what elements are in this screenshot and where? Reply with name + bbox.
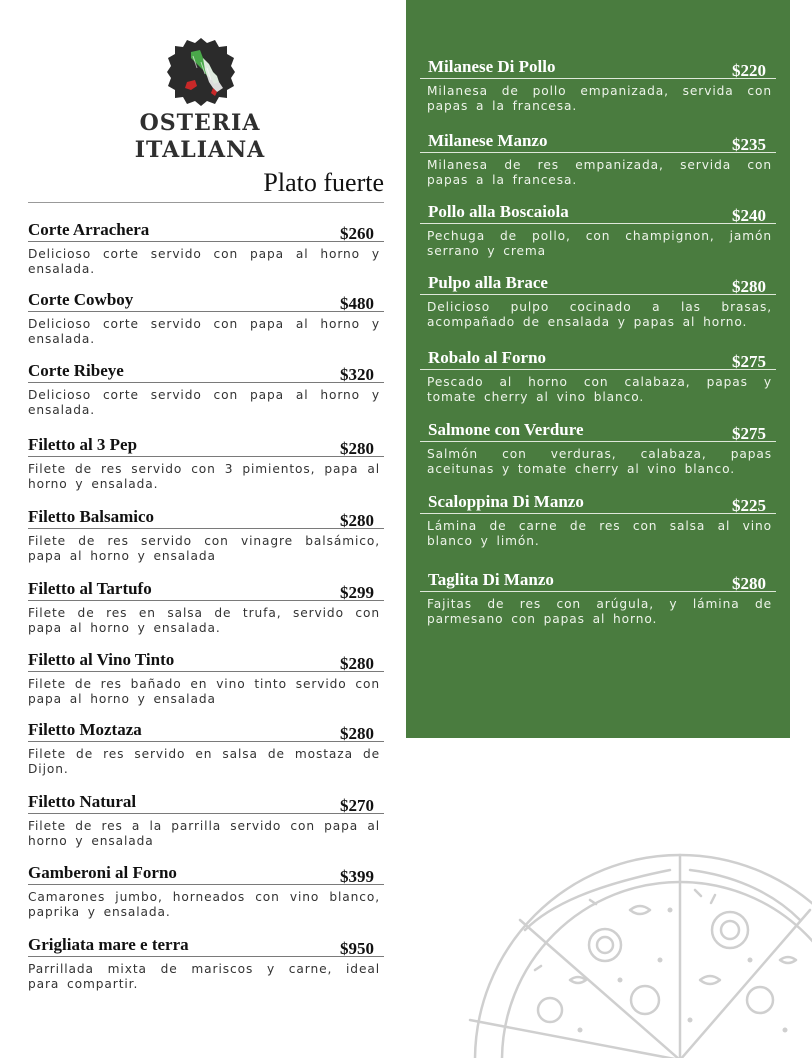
- item-description: Filete de res servido con 3 pimientos, papa al horno y ensalada.: [28, 462, 380, 491]
- item-name: Pollo alla Boscaiola: [428, 202, 569, 221]
- item-price: $220: [732, 61, 766, 80]
- menu-item: [420, 56, 776, 114]
- menu-item: [420, 419, 776, 477]
- item-description: Parrillada mixta de mariscos y carne, ideal para compartir.: [28, 962, 380, 991]
- menu-item: [420, 130, 776, 188]
- item-price: $235: [732, 135, 766, 154]
- item-name: Corte Arrachera: [28, 220, 150, 239]
- item-name: Filetto al 3 Pep: [28, 435, 138, 454]
- menu-item: [420, 491, 776, 549]
- item-description: Pescado al horno con calabaza, papas y tomate cherry al vino blanco.: [427, 375, 772, 404]
- item-name: Corte Cowboy: [28, 290, 134, 309]
- menu-item: [28, 719, 384, 777]
- item-name: Taglita Di Manzo: [428, 570, 554, 589]
- menu-item: [28, 578, 384, 636]
- menu-item: [28, 649, 384, 707]
- pizza-line-art-icon: [430, 850, 812, 1058]
- menu-item: [28, 360, 384, 418]
- item-name: Corte Ribeye: [28, 361, 124, 380]
- item-price: $275: [732, 352, 766, 371]
- item-price: $280: [340, 511, 374, 530]
- item-name: Filetto al Tartufo: [28, 579, 152, 598]
- item-price: $260: [340, 224, 374, 243]
- item-price: $275: [732, 424, 766, 443]
- menu-item: [28, 934, 384, 992]
- item-name: Pulpo alla Brace: [428, 273, 548, 292]
- item-name: Gamberoni al Forno: [28, 863, 177, 882]
- item-price: $480: [340, 294, 374, 313]
- item-name: Robalo al Forno: [428, 348, 547, 367]
- item-name: Filetto Balsamico: [28, 507, 155, 526]
- menu-item: [28, 434, 384, 492]
- menu-item: [28, 506, 384, 564]
- item-price: $280: [340, 439, 374, 458]
- item-description: Delicioso corte servido con papa al horno y ensalada.: [28, 388, 380, 417]
- menu-item: [420, 201, 776, 259]
- item-name: Milanese Di Pollo: [428, 57, 556, 76]
- item-price: $320: [340, 365, 374, 384]
- section-title: Plato fuerte: [263, 168, 384, 197]
- item-price: $225: [732, 496, 766, 515]
- item-price: $280: [732, 574, 766, 593]
- menu-item: [28, 791, 384, 849]
- item-name: Salmone con Verdure: [428, 420, 584, 439]
- menu-item: [420, 347, 776, 405]
- item-name: Grigliata mare e terra: [28, 935, 189, 954]
- item-description: Camarones jumbo, horneados con vino blanco, paprika y ensalada.: [28, 890, 380, 919]
- item-name: Filetto Moztaza: [28, 720, 142, 739]
- menu-item: [28, 862, 384, 920]
- item-description: Milanesa de pollo empanizada, servida con papas a la francesa.: [427, 84, 772, 113]
- item-description: Delicioso pulpo cocinado a las brasas, acompañado de ensalada y papas al horno.: [427, 300, 772, 329]
- item-name: Filetto al Vino Tinto: [28, 650, 175, 669]
- item-description: Filete de res a la parrilla servido con papa al horno y ensalada: [28, 819, 380, 848]
- item-description: Filete de res servido con vinagre balsámico, papa al horno y ensalada: [28, 534, 380, 563]
- item-description: Filete de res bañado en vino tinto servido con papa al horno y ensalada: [28, 677, 380, 706]
- item-description: Pechuga de pollo, con champignon, jamón serrano y crema: [427, 229, 772, 258]
- item-price: $280: [340, 724, 374, 743]
- item-price: $270: [340, 796, 374, 815]
- menu-item: [28, 289, 384, 347]
- item-price: $399: [340, 867, 374, 886]
- divider: [28, 202, 384, 203]
- item-name: Scaloppina Di Manzo: [428, 492, 584, 511]
- item-name: Filetto Natural: [28, 792, 137, 811]
- item-description: Lámina de carne de res con salsa al vino blanco y limón.: [427, 519, 772, 548]
- item-description: Filete de res servido en salsa de mostaza de Dijon.: [28, 747, 380, 776]
- item-price: $240: [732, 206, 766, 225]
- item-name: Milanese Manzo: [428, 131, 548, 150]
- brand-name-line2: ITALIANA: [134, 137, 266, 163]
- item-description: Milanesa de res empanizada, servida con papas a la francesa.: [427, 158, 772, 187]
- item-price: $280: [732, 277, 766, 296]
- menu-item: [420, 569, 776, 627]
- item-description: Salmón con verduras, calabaza, papas aceitunas y tomate cherry al vino blanco.: [427, 447, 772, 476]
- item-description: Filete de res en salsa de trufa, servido con papa al horno y ensalada.: [28, 606, 380, 635]
- item-price: $299: [340, 583, 374, 602]
- italy-map-logo-icon: [167, 38, 235, 106]
- menu-item: [420, 272, 776, 330]
- item-description: Fajitas de res con arúgula, y lámina de parmesano con papas al horno.: [427, 597, 772, 626]
- item-price: $950: [340, 939, 374, 958]
- item-description: Delicioso corte servido con papa al horno y ensalada.: [28, 247, 380, 276]
- item-description: Delicioso corte servido con papa al horno y ensalada.: [28, 317, 380, 346]
- brand-name-line1: OSTERIA: [139, 110, 261, 136]
- menu-item: [28, 219, 384, 277]
- item-price: $280: [340, 654, 374, 673]
